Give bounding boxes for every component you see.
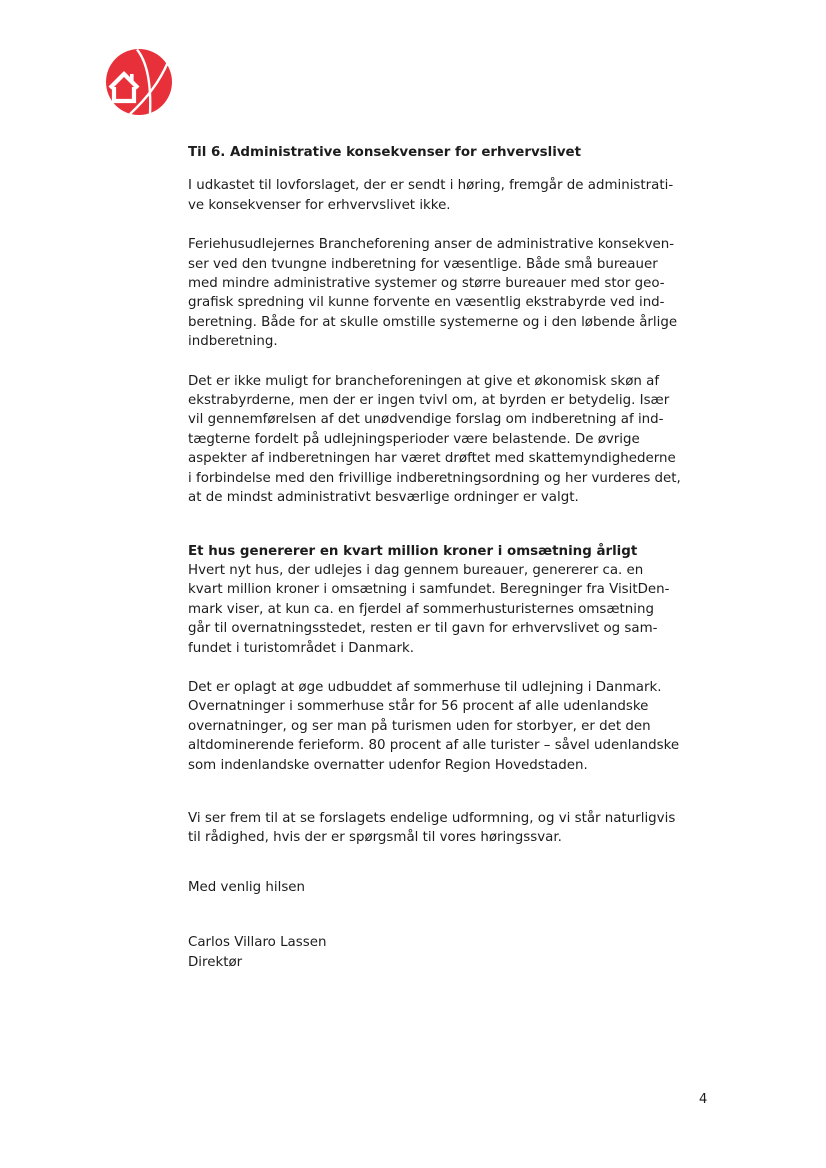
- text-line: aspekter af indberetningen har været drøftet med skattemyndighederne: [188, 451, 676, 467]
- text-line: Overnatninger i sommerhuse står for 56 procent af alle udenlandske: [188, 699, 649, 715]
- text-line: beretning. Både for at skulle omstille systemerne og i den løbende årlige: [188, 314, 678, 330]
- text-line: i forbindelse med den frivillige indberetningsordning og her vurderes det,: [188, 470, 681, 486]
- text-line: I udkastet til lovforslaget, der er sendt i høring, fremgår de administrati-: [188, 178, 674, 194]
- paragraph: [188, 372, 720, 508]
- house-globe-icon: [104, 48, 174, 116]
- text-line: går til overnatningsstedet, resten er til gavn for erhvervslivet og sam-: [188, 621, 658, 637]
- logo: [104, 48, 174, 116]
- text-line: kvart million kroner i omsætning i samfundet. Beregninger fra VisitDen-: [188, 582, 670, 598]
- paragraph: [188, 176, 720, 215]
- page-number: 4: [699, 1092, 708, 1107]
- text-line: ser ved den tvungne indberetning for væsentlige. Både små bureauer: [188, 256, 658, 272]
- text-line: vil gennemførelsen af det unødvendige forslag om indberetning af ind-: [188, 412, 664, 428]
- closing-greeting: Med venlig hilsen: [188, 879, 306, 895]
- text-line: Det er oplagt at øge udbuddet af sommerhuse til udlejning i Danmark.: [188, 679, 662, 695]
- letter-body: [188, 143, 720, 972]
- text-line: altdominerende ferieform. 80 procent af alle turister – såvel udenlandske: [188, 738, 680, 754]
- text-line: mark viser, at kun ca. en fjerdel af sommerhusturisternes omsætning: [188, 601, 655, 617]
- text-line: Vi ser frem til at se forslagets endelige udformning, og vi står naturligvis: [188, 810, 676, 826]
- text-line: ekstrabyrderne, men der er ingen tvivl om, at byrden er betydelig. Især: [188, 393, 670, 409]
- section-heading-administrative: Til 6. Administrative konsekvenser for erhvervslivet: [188, 145, 582, 160]
- section-heading-revenue: Et hus genererer en kvart million kroner i omsætning årligt: [188, 543, 638, 559]
- text-line: overnatninger, og ser man på turismen uden for storbyer, er det den: [188, 718, 651, 734]
- text-line: som indenlandske overnatter udenfor Region Hovedstaden.: [188, 757, 588, 773]
- paragraph: [188, 561, 720, 658]
- signer-title: Direktør: [188, 954, 243, 970]
- text-line: at de mindst administrativt besværlige ordninger er valgt.: [188, 490, 579, 506]
- text-line: ve konsekvenser for erhvervslivet ikke.: [188, 197, 451, 213]
- paragraph: [188, 809, 720, 848]
- text-line: Det er ikke muligt for brancheforeningen at give et økonomisk skøn af: [188, 373, 660, 389]
- signer-name: Carlos Villaro Lassen: [188, 935, 327, 951]
- text-line: til rådighed, hvis der er spørgsmål til vores høringssvar.: [188, 830, 562, 846]
- text-line: fundet i turistområdet i Danmark.: [188, 640, 415, 656]
- paragraph: [188, 678, 720, 775]
- text-line: Hvert nyt hus, der udlejes i dag gennem bureauer, genererer ca. en: [188, 562, 644, 578]
- text-line: tægterne fordelt på udlejningsperioder være belastende. De øvrige: [188, 431, 640, 447]
- paragraph: [188, 235, 720, 351]
- text-line: med mindre administrative systemer og større bureauer med stor geo-: [188, 276, 665, 292]
- text-line: indberetning.: [188, 334, 278, 350]
- text-line: grafisk spredning vil kunne forvente en væsentlig ekstrabyrde ved ind-: [188, 295, 665, 311]
- text-line: Feriehusudlejernes Brancheforening anser de administrative konsekven-: [188, 237, 675, 253]
